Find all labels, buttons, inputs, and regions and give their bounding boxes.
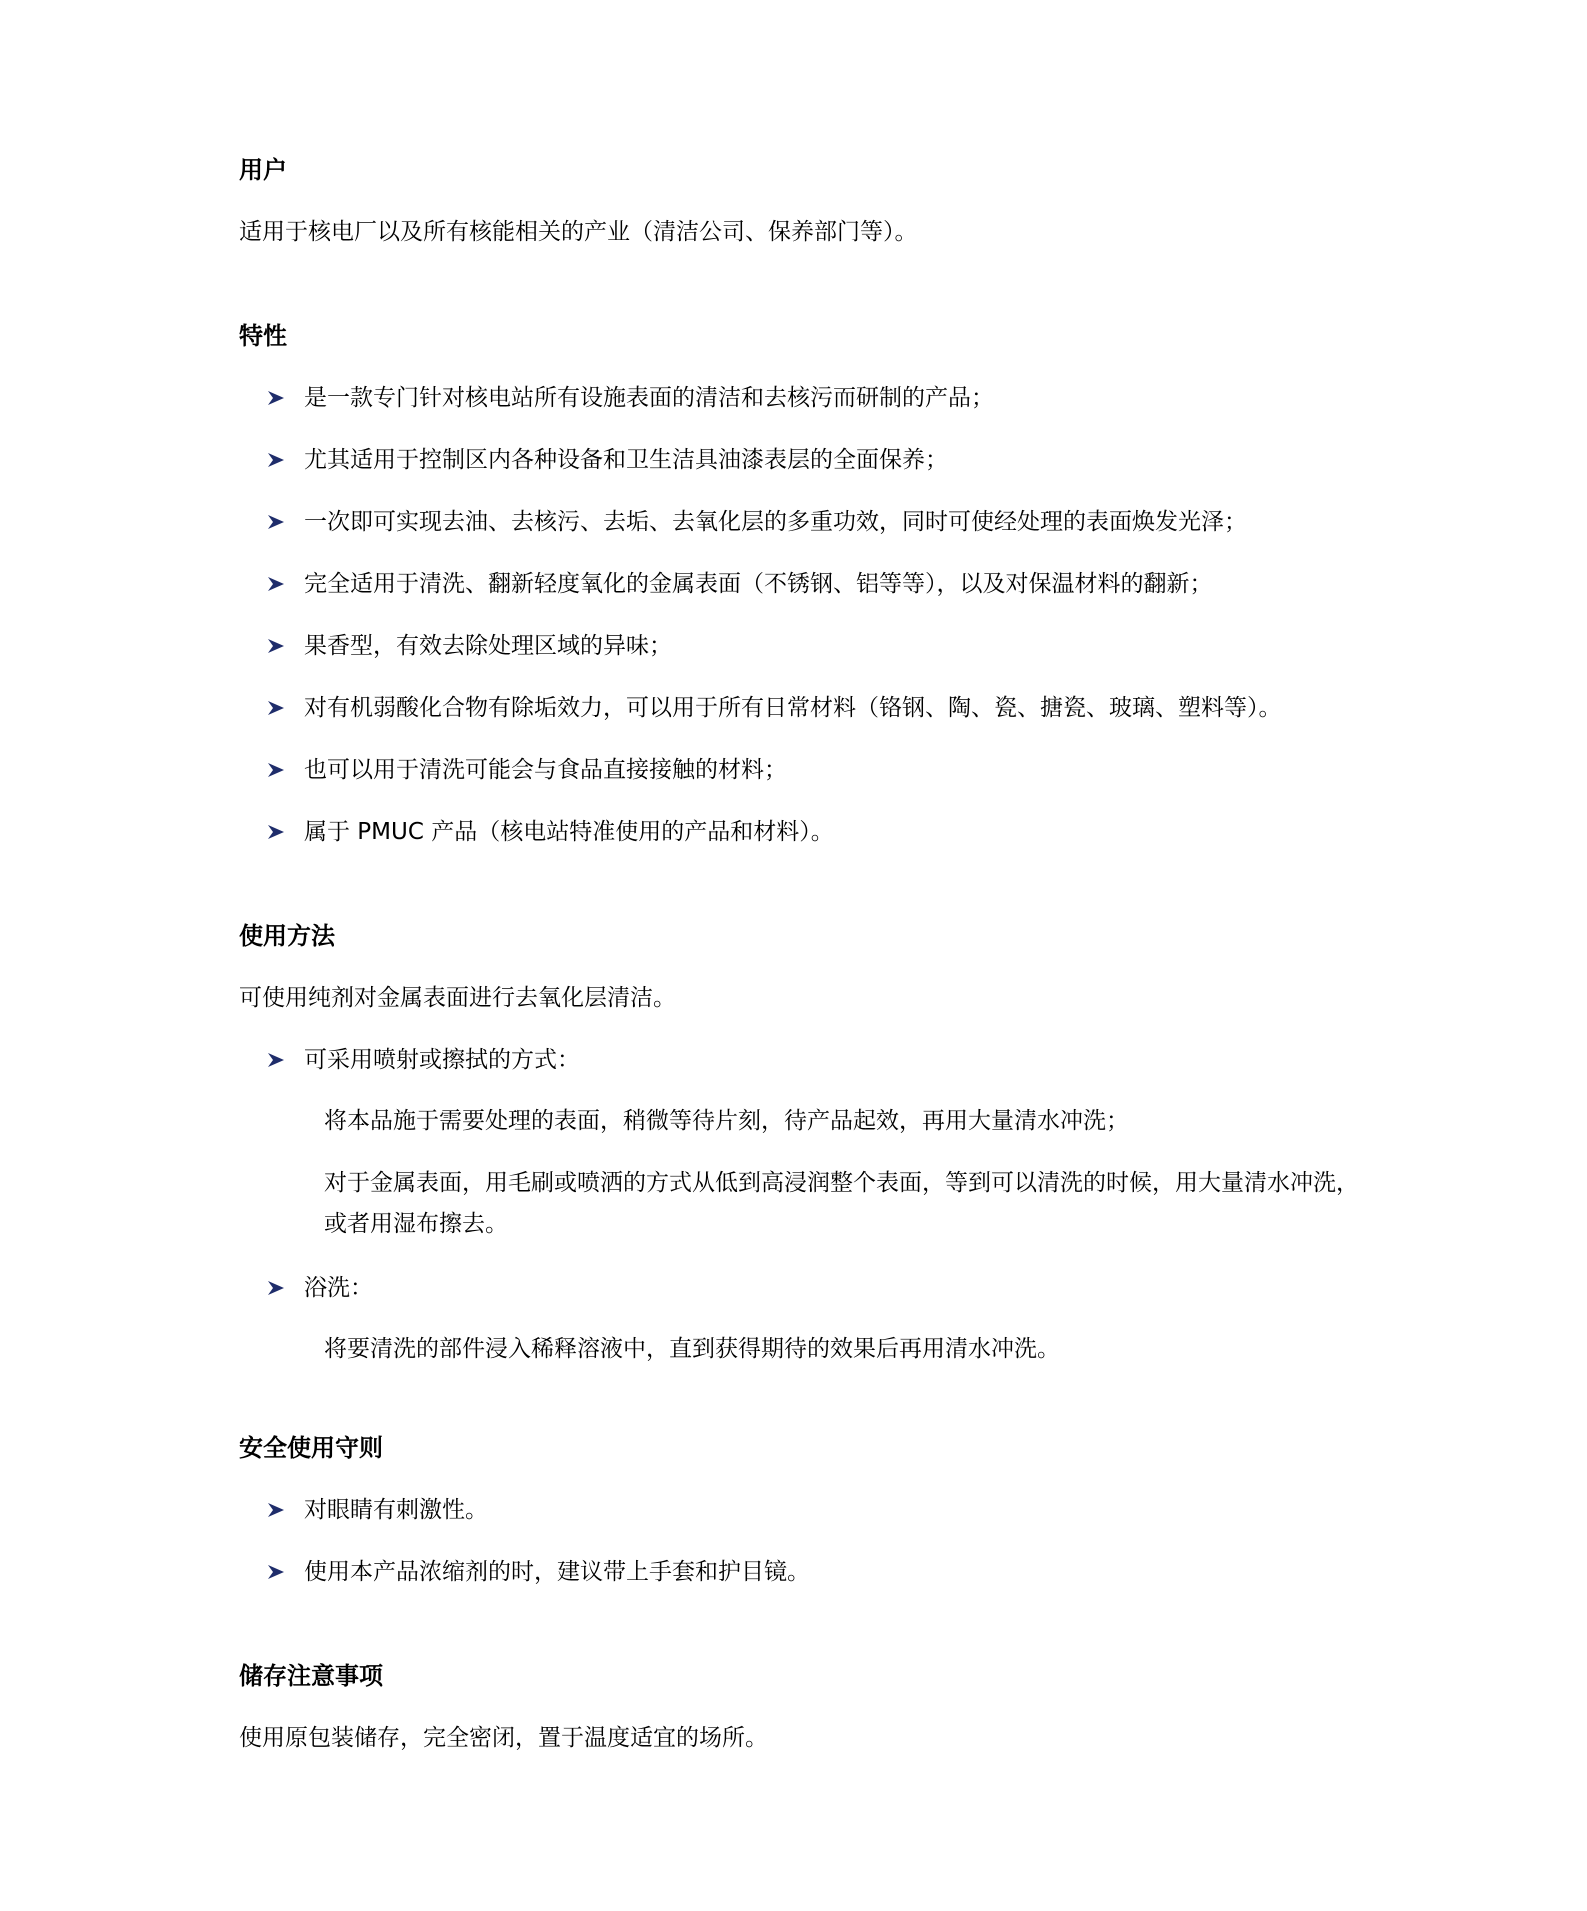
arrow-bullet-icon [268, 1053, 284, 1067]
usage-paragraph: 可使用纯剂对金属表面进行去氧化层清洁。 [239, 985, 676, 1011]
feature-item-text: 属于 PMUC 产品（核电站特准使用的产品和材料）。 [304, 819, 834, 845]
arrow-bullet-icon [268, 639, 284, 653]
feature-item-text: 也可以用于清洗可能会与食品直接接触的材料； [304, 757, 787, 783]
feature-item-text: 对有机弱酸化合物有除垢效力，可以用于所有日常材料（铬钢、陶、瓷、搪瓷、玻璃、塑料等）。 [304, 695, 1282, 721]
user-paragraph: 适用于核电厂以及所有核能相关的产业（清洁公司、保养部门等）。 [239, 219, 918, 245]
feature-item-text: 果香型，有效去除处理区域的异味； [304, 633, 672, 659]
feature-item-text: 尤其适用于控制区内各种设备和卫生洁具油漆表层的全面保养； [304, 447, 948, 473]
feature-item-text: 一次即可实现去油、去核污、去垢、去氧化层的多重功效，同时可使经处理的表面焕发光泽； [304, 509, 1247, 535]
feature-item-text: 是一款专门针对核电站所有设施表面的清洁和去核污而研制的产品； [304, 385, 994, 411]
arrow-bullet-icon [268, 453, 284, 467]
safety-item-text: 对眼睛有刺激性。 [304, 1497, 488, 1523]
section-title-usage: 使用方法 [239, 922, 335, 950]
section-title-storage: 储存注意事项 [239, 1662, 383, 1690]
usage-step: 对于金属表面，用毛刷或喷洒的方式从低到高浸润整个表面，等到可以清洗的时候，用大量清水冲洗，或者用湿布擦去。 [324, 1170, 1359, 1237]
usage-step: 将要清洗的部件浸入稀释溶液中，直到获得期待的效果后再用清水冲洗。 [324, 1336, 1060, 1362]
arrow-bullet-icon [268, 701, 284, 715]
storage-paragraph: 使用原包装储存，完全密闭，置于温度适宜的场所。 [239, 1725, 768, 1751]
section-title-safety: 安全使用守则 [239, 1434, 383, 1462]
arrow-bullet-icon [268, 1565, 284, 1579]
usage-method-label: 浴洗： [304, 1275, 373, 1301]
arrow-bullet-icon [268, 1503, 284, 1517]
arrow-bullet-icon [268, 1281, 284, 1295]
safety-item-text: 使用本产品浓缩剂的时，建议带上手套和护目镜。 [304, 1559, 810, 1585]
feature-item-text: 完全适用于清洗、翻新轻度氧化的金属表面（不锈钢、铝等等），以及对保温材料的翻新； [304, 571, 1213, 597]
arrow-bullet-icon [268, 577, 284, 591]
arrow-bullet-icon [268, 763, 284, 777]
section-title-features: 特性 [239, 322, 287, 350]
arrow-bullet-icon [268, 515, 284, 529]
usage-method-label: 可采用喷射或擦拭的方式： [304, 1047, 580, 1073]
arrow-bullet-icon [268, 391, 284, 405]
usage-step: 将本品施于需要处理的表面，稍微等待片刻，待产品起效，再用大量清水冲洗； [324, 1108, 1129, 1134]
arrow-bullet-icon [268, 825, 284, 839]
section-title-user: 用户 [239, 156, 287, 184]
